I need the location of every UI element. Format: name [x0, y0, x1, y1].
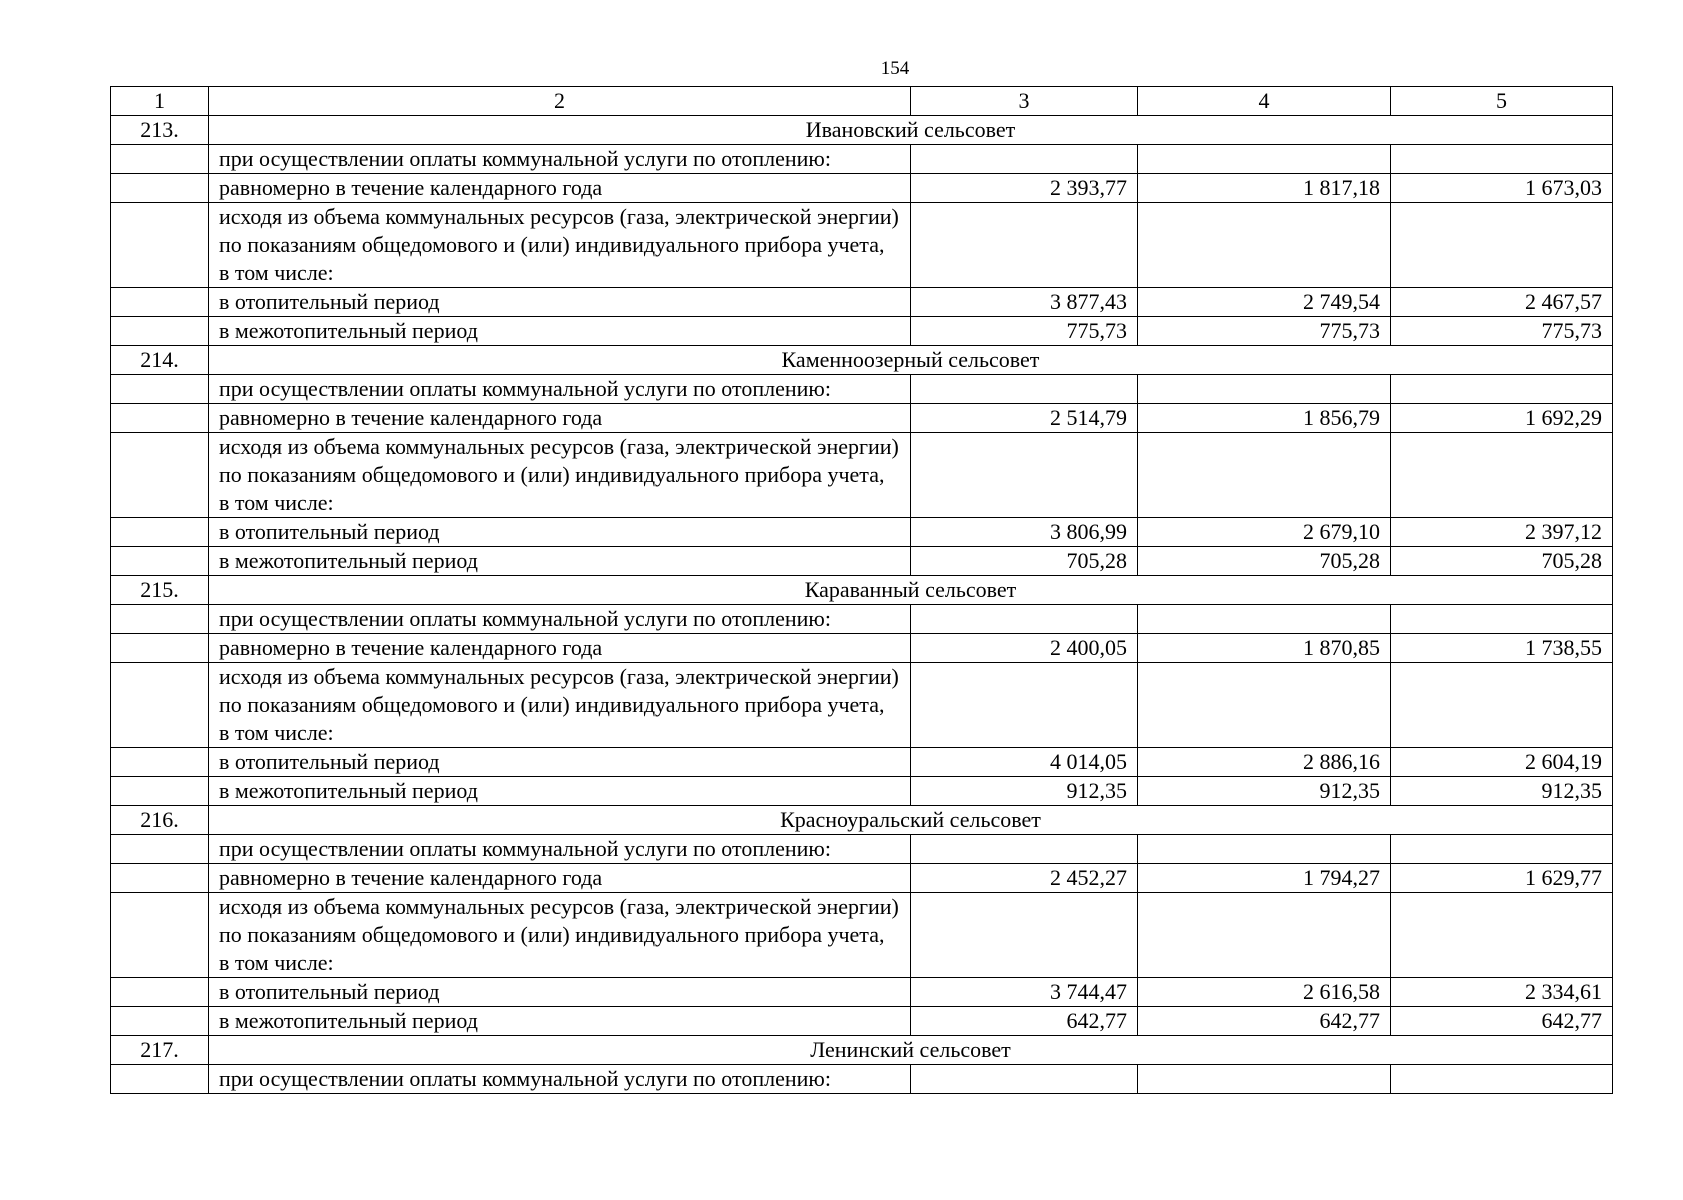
- value-cell: 2 452,27: [911, 864, 1138, 893]
- row-label: при осуществлении оплаты коммунальной услуги по отоплению:: [209, 1065, 911, 1094]
- value-cell: 2 334,61: [1391, 978, 1613, 1007]
- table-row: [111, 404, 1613, 433]
- value-cell: [911, 375, 1138, 404]
- value-cell: 2 604,19: [1391, 748, 1613, 777]
- value-cell: 912,35: [911, 777, 1138, 806]
- table-row: [111, 518, 1613, 547]
- row-label: равномерно в течение календарного года: [209, 634, 911, 663]
- table-row: [111, 1065, 1613, 1094]
- table-row: [111, 893, 1613, 978]
- value-cell: 1 629,77: [1391, 864, 1613, 893]
- row-label: исходя из объема коммунальных ресурсов (газа, электрической энергии) по показаниям общедомового и (или) индивидуального прибора учета, в том числе:: [209, 203, 911, 288]
- header-row: [111, 87, 1613, 116]
- row-label: равномерно в течение календарного года: [209, 404, 911, 433]
- table-row: [111, 663, 1613, 748]
- value-cell: 3 806,99: [911, 518, 1138, 547]
- value-cell: [911, 663, 1138, 748]
- section-number: 216.: [111, 806, 209, 835]
- row-label: исходя из объема коммунальных ресурсов (газа, электрической энергии) по показаниям общедомового и (или) индивидуального прибора учета, в том числе:: [209, 893, 911, 978]
- row-label: исходя из объема коммунальных ресурсов (газа, электрической энергии) по показаниям общедомового и (или) индивидуального прибора учета, в том числе:: [209, 433, 911, 518]
- header-cell: 2: [209, 87, 911, 116]
- row-number-cell: [111, 433, 209, 518]
- row-label: при осуществлении оплаты коммунальной услуги по отоплению:: [209, 835, 911, 864]
- header-cell: 3: [911, 87, 1138, 116]
- section-title: Каменноозерный сельсовет: [209, 346, 1613, 375]
- value-cell: 2 679,10: [1138, 518, 1391, 547]
- row-number-cell: [111, 288, 209, 317]
- row-number-cell: [111, 864, 209, 893]
- row-number-cell: [111, 893, 209, 978]
- value-cell: [1138, 605, 1391, 634]
- section-header-row: [111, 1036, 1613, 1065]
- value-cell: 705,28: [1138, 547, 1391, 576]
- value-cell: 775,73: [911, 317, 1138, 346]
- row-label: в отопительный период: [209, 748, 911, 777]
- row-label: при осуществлении оплаты коммунальной услуги по отоплению:: [209, 605, 911, 634]
- value-cell: [1391, 663, 1613, 748]
- table-row: [111, 145, 1613, 174]
- value-cell: [911, 835, 1138, 864]
- value-cell: [1138, 203, 1391, 288]
- value-cell: [1391, 375, 1613, 404]
- header-cell: 4: [1138, 87, 1391, 116]
- value-cell: 1 794,27: [1138, 864, 1391, 893]
- row-number-cell: [111, 634, 209, 663]
- row-label: равномерно в течение календарного года: [209, 864, 911, 893]
- row-label: в отопительный период: [209, 978, 911, 1007]
- value-cell: [1138, 663, 1391, 748]
- table-row: [111, 748, 1613, 777]
- row-number-cell: [111, 1065, 209, 1094]
- value-cell: 1 817,18: [1138, 174, 1391, 203]
- value-cell: [911, 203, 1138, 288]
- table-row: [111, 978, 1613, 1007]
- row-label: в отопительный период: [209, 518, 911, 547]
- section-number: 213.: [111, 116, 209, 145]
- value-cell: 1 856,79: [1138, 404, 1391, 433]
- page-number: 154: [880, 58, 910, 79]
- row-label: в межотопительный период: [209, 777, 911, 806]
- value-cell: [1138, 893, 1391, 978]
- value-cell: 705,28: [1391, 547, 1613, 576]
- value-cell: [911, 605, 1138, 634]
- row-number-cell: [111, 518, 209, 547]
- table-row: [111, 433, 1613, 518]
- value-cell: [1391, 1065, 1613, 1094]
- value-cell: [1391, 145, 1613, 174]
- section-header-row: [111, 346, 1613, 375]
- section-title: Караванный сельсовет: [209, 576, 1613, 605]
- row-label: в отопительный период: [209, 288, 911, 317]
- row-number-cell: [111, 835, 209, 864]
- value-cell: 912,35: [1138, 777, 1391, 806]
- row-number-cell: [111, 404, 209, 433]
- value-cell: 2 749,54: [1138, 288, 1391, 317]
- section-header-row: [111, 116, 1613, 145]
- row-label: исходя из объема коммунальных ресурсов (газа, электрической энергии) по показаниям общедомового и (или) индивидуального прибора учета, в том числе:: [209, 663, 911, 748]
- row-label: в межотопительный период: [209, 317, 911, 346]
- value-cell: 705,28: [911, 547, 1138, 576]
- table-row: [111, 203, 1613, 288]
- row-label: при осуществлении оплаты коммунальной услуги по отоплению:: [209, 145, 911, 174]
- value-cell: 642,77: [911, 1007, 1138, 1036]
- value-cell: 775,73: [1138, 317, 1391, 346]
- value-cell: 912,35: [1391, 777, 1613, 806]
- value-cell: [1391, 605, 1613, 634]
- row-number-cell: [111, 663, 209, 748]
- header-cell: 5: [1391, 87, 1613, 116]
- value-cell: 2 393,77: [911, 174, 1138, 203]
- value-cell: 1 673,03: [1391, 174, 1613, 203]
- row-number-cell: [111, 605, 209, 634]
- row-number-cell: [111, 547, 209, 576]
- row-label: при осуществлении оплаты коммунальной услуги по отоплению:: [209, 375, 911, 404]
- value-cell: 2 514,79: [911, 404, 1138, 433]
- value-cell: 2 400,05: [911, 634, 1138, 663]
- value-cell: [1138, 433, 1391, 518]
- value-cell: [1391, 893, 1613, 978]
- value-cell: [1138, 375, 1391, 404]
- value-cell: [1138, 1065, 1391, 1094]
- table-row: [111, 864, 1613, 893]
- value-cell: 2 616,58: [1138, 978, 1391, 1007]
- value-cell: [1138, 835, 1391, 864]
- table-row: [111, 547, 1613, 576]
- section-number: 217.: [111, 1036, 209, 1065]
- table-row: [111, 835, 1613, 864]
- table-row: [111, 174, 1613, 203]
- row-number-cell: [111, 174, 209, 203]
- row-number-cell: [111, 375, 209, 404]
- value-cell: [1391, 203, 1613, 288]
- section-header-row: [111, 576, 1613, 605]
- row-number-cell: [111, 978, 209, 1007]
- table-row: [111, 1007, 1613, 1036]
- table-row: [111, 634, 1613, 663]
- row-number-cell: [111, 317, 209, 346]
- value-cell: [911, 893, 1138, 978]
- section-title: Ивановский сельсовет: [209, 116, 1613, 145]
- table-row: [111, 317, 1613, 346]
- value-cell: [1391, 433, 1613, 518]
- row-label: равномерно в течение календарного года: [209, 174, 911, 203]
- section-number: 215.: [111, 576, 209, 605]
- value-cell: 1 870,85: [1138, 634, 1391, 663]
- row-number-cell: [111, 145, 209, 174]
- value-cell: [1138, 145, 1391, 174]
- value-cell: 2 397,12: [1391, 518, 1613, 547]
- tariff-table: [110, 86, 1613, 1094]
- section-number: 214.: [111, 346, 209, 375]
- table-row: [111, 288, 1613, 317]
- value-cell: 2 886,16: [1138, 748, 1391, 777]
- value-cell: [911, 1065, 1138, 1094]
- value-cell: 2 467,57: [1391, 288, 1613, 317]
- section-title: Ленинский сельсовет: [209, 1036, 1613, 1065]
- value-cell: 3 744,47: [911, 978, 1138, 1007]
- table-row: [111, 605, 1613, 634]
- table-row: [111, 777, 1613, 806]
- value-cell: 4 014,05: [911, 748, 1138, 777]
- row-number-cell: [111, 777, 209, 806]
- section-title: Красноуральский сельсовет: [209, 806, 1613, 835]
- section-header-row: [111, 806, 1613, 835]
- value-cell: 642,77: [1391, 1007, 1613, 1036]
- value-cell: 3 877,43: [911, 288, 1138, 317]
- row-number-cell: [111, 203, 209, 288]
- row-number-cell: [111, 748, 209, 777]
- row-number-cell: [111, 1007, 209, 1036]
- value-cell: 775,73: [1391, 317, 1613, 346]
- value-cell: [911, 145, 1138, 174]
- value-cell: 1 692,29: [1391, 404, 1613, 433]
- row-label: в межотопительный период: [209, 547, 911, 576]
- value-cell: 642,77: [1138, 1007, 1391, 1036]
- table-row: [111, 375, 1613, 404]
- value-cell: [1391, 835, 1613, 864]
- header-cell: 1: [111, 87, 209, 116]
- value-cell: 1 738,55: [1391, 634, 1613, 663]
- value-cell: [911, 433, 1138, 518]
- row-label: в межотопительный период: [209, 1007, 911, 1036]
